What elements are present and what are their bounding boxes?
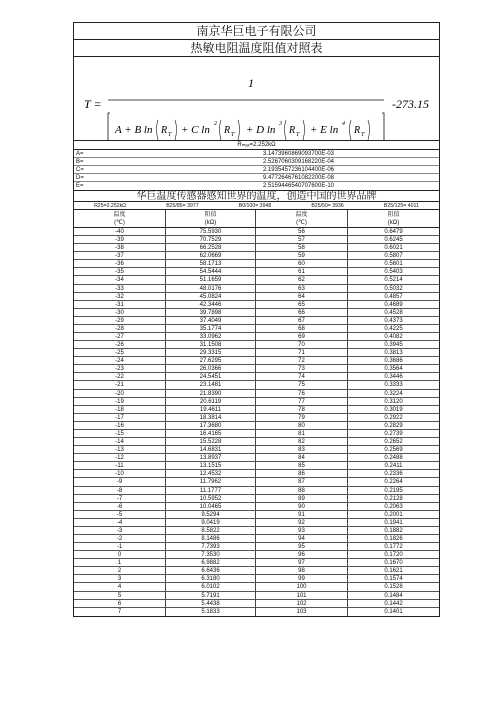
res-left-cell: 21.8390 (166, 390, 256, 397)
res-right-cell: 0.3019 (384, 406, 403, 413)
res-left-cell: 11.7962 (166, 478, 256, 485)
res-right-cell: 0.1574 (384, 576, 403, 583)
res-left-cell: 18.3814 (166, 414, 256, 421)
temp-left-cell: -1 (74, 543, 166, 550)
res-right-cell: 0.2128 (384, 495, 403, 502)
table-title: 热敏电阻温度阻值对照表 (74, 40, 439, 57)
res-left-cell: 45.0824 (166, 293, 256, 300)
formula-graphic (74, 57, 439, 141)
temp-right-cell: 95 (256, 543, 348, 550)
res-left-cell: 51.1659 (166, 276, 256, 283)
res-left-cell: 33.0962 (166, 333, 256, 340)
temp-left-cell: -22 (74, 373, 166, 380)
table-row (74, 503, 439, 511)
table-row (74, 535, 439, 543)
table-row (74, 276, 439, 284)
temp-left-cell: -9 (74, 478, 166, 485)
coefficient-name: E= (76, 183, 84, 189)
res-right-cell: 0.3686 (384, 358, 403, 365)
res-left-cell: 62.0669 (166, 252, 256, 259)
res-left-cell: 66.2528 (166, 244, 256, 251)
company-name: 南京华巨电子有限公司 (74, 23, 439, 40)
temp-right-cell: 68 (256, 325, 348, 332)
temp-left-cell: -24 (74, 357, 166, 364)
temp-left-cell: -33 (74, 285, 166, 292)
temp-left-cell: -25 (74, 349, 166, 356)
coefficient-value: 9.4772646761082200E-08 (262, 175, 335, 181)
res-right-cell: 0.4225 (384, 325, 403, 332)
table-row (74, 293, 439, 301)
resistance-table-sheet (73, 22, 440, 617)
temp-left-cell: -16 (74, 422, 166, 429)
table-row (74, 575, 439, 583)
res-left-cell: 19.4611 (166, 406, 256, 413)
table-row (74, 236, 439, 244)
coefficient-value: 2.1935457236104400E-06 (262, 167, 335, 173)
header-temp-left: 温度 (℃) (74, 210, 166, 227)
temp-right-cell: 57 (256, 236, 348, 243)
table-row (74, 373, 439, 381)
coefficient-name: C= (76, 167, 84, 173)
temp-left-cell: 7 (74, 608, 166, 616)
table-row (74, 333, 439, 341)
temp-right-cell: 97 (256, 559, 348, 566)
steinhart-formula (74, 57, 439, 141)
temp-left-cell: -36 (74, 260, 166, 267)
res-right-cell: 0.3224 (384, 390, 403, 397)
res-left-cell: 6.6436 (166, 567, 256, 574)
res-right-cell: 0.3446 (384, 374, 403, 381)
term-c: + C ln (181, 124, 210, 136)
res-right-cell: 0.1528 (384, 584, 403, 591)
temp-right-cell: 85 (256, 462, 348, 469)
temp-left-cell: -19 (74, 398, 166, 405)
temp-right-cell: 77 (256, 398, 348, 405)
res-right-cell: 0.4082 (384, 334, 403, 341)
res-left-cell: 9.5294 (166, 511, 256, 518)
table-row (74, 559, 439, 567)
temp-left-cell: -40 (74, 228, 166, 235)
temp-right-cell: 71 (256, 349, 348, 356)
res-right-cell: 0.2411 (384, 463, 403, 470)
res-right-cell: 0.2922 (384, 414, 403, 421)
temp-left-cell: -20 (74, 390, 166, 397)
res-left-cell: 14.6831 (166, 446, 256, 453)
res-right-cell: 0.3333 (384, 382, 403, 389)
res-right-cell: 0.2652 (384, 439, 403, 446)
table-row (74, 244, 439, 252)
res-left-cell: 26.0366 (166, 365, 256, 372)
table-row (74, 511, 439, 519)
rt-4: R (354, 125, 361, 136)
res-right-cell: 0.4689 (384, 301, 403, 308)
table-row (74, 478, 439, 486)
formula-offset: -273.15 (392, 97, 429, 111)
res-left-cell: 6.0102 (166, 583, 256, 590)
temp-left-cell: -7 (74, 495, 166, 502)
header-res-left: 阻值 (kΩ) (166, 210, 256, 227)
formula-numerator: 1 (248, 76, 254, 90)
rmax-value: Rₘₐₓ=2.252kΩ (74, 141, 439, 150)
temp-right-cell: 99 (256, 575, 348, 582)
temp-left-cell: -23 (74, 365, 166, 372)
res-right-cell: 0.1720 (384, 552, 403, 559)
res-right-cell: 0.2001 (384, 511, 403, 518)
res-right-cell: 0.2195 (384, 487, 403, 494)
table-row (74, 567, 439, 575)
temp-left-cell: 2 (74, 567, 166, 574)
temp-left-cell: -37 (74, 252, 166, 259)
res-left-cell: 6.3180 (166, 575, 256, 582)
table-row (74, 592, 439, 600)
res-left-cell: 31.1508 (166, 341, 256, 348)
table-row (74, 422, 439, 430)
temp-right-cell: 73 (256, 365, 348, 372)
res-right-cell: 0.2336 (384, 471, 403, 478)
exp-3: 3 (279, 121, 282, 127)
res-left-cell: 5.4438 (166, 600, 256, 607)
res-right-cell: 0.2739 (384, 430, 403, 437)
temp-left-cell: -17 (74, 414, 166, 421)
res-right-cell: 0.1484 (384, 592, 403, 599)
coefficient-name: D= (76, 175, 84, 181)
temp-right-cell: 78 (256, 406, 348, 413)
b25-125-value: B25/125= 4011 (383, 203, 419, 209)
res-right-cell: 0.1621 (384, 568, 403, 575)
res-left-cell: 6.9882 (166, 559, 256, 566)
res-right-cell: 0.1442 (384, 600, 403, 607)
temp-right-cell: 56 (256, 228, 348, 235)
temp-left-cell: 1 (74, 559, 166, 566)
table-row (74, 414, 439, 422)
temp-right-cell: 59 (256, 252, 348, 259)
rt-2: R (224, 125, 231, 136)
table-row (74, 365, 439, 373)
temp-right-cell: 62 (256, 276, 348, 283)
term-a-b: A + B ln (115, 124, 153, 136)
temp-right-cell: 65 (256, 301, 348, 308)
res-left-cell: 13.8937 (166, 454, 256, 461)
temp-left-cell: -35 (74, 268, 166, 275)
res-left-cell: 20.6119 (166, 398, 256, 405)
rt-4-sub: T (361, 132, 365, 138)
table-row (74, 543, 439, 551)
temp-left-cell: 0 (74, 551, 166, 558)
res-left-cell: 29.3315 (166, 349, 256, 356)
temp-left-cell: -8 (74, 487, 166, 494)
temp-right-cell: 80 (256, 422, 348, 429)
rt-2-sub: T (231, 132, 235, 138)
res-left-cell: 16.4165 (166, 430, 256, 437)
res-left-cell: 7.7393 (166, 543, 256, 550)
exp-2: 2 (214, 121, 217, 127)
temp-right-cell: 83 (256, 446, 348, 453)
temp-right-cell: 75 (256, 381, 348, 388)
temp-left-cell: -4 (74, 519, 166, 526)
res-left-cell: 8.1486 (166, 535, 256, 542)
table-row (74, 268, 439, 276)
column-headers (74, 210, 439, 228)
temp-right-cell: 76 (256, 390, 348, 397)
header-res-right: 阻值 (kΩ) (387, 212, 400, 226)
temp-left-cell: -10 (74, 470, 166, 477)
table-row (74, 438, 439, 446)
coefficient-value: 2.5267060309168220E-04 (262, 159, 335, 165)
res-left-cell: 75.5930 (166, 228, 256, 235)
temp-right-cell: 67 (256, 317, 348, 324)
temp-left-cell: -29 (74, 317, 166, 324)
table-row (74, 349, 439, 357)
coefficient-row (74, 174, 439, 182)
table-row (74, 301, 439, 309)
temp-right-cell: 90 (256, 503, 348, 510)
coefficient-value: 3.1473960869093700E-03 (262, 151, 335, 157)
res-left-cell: 5.1833 (166, 608, 256, 616)
temp-right-cell: 63 (256, 285, 348, 292)
res-left-cell: 12.4532 (166, 470, 256, 477)
temp-right-cell: 101 (256, 592, 348, 599)
temp-right-cell: 60 (256, 260, 348, 267)
temp-left-cell: -30 (74, 309, 166, 316)
temp-right-cell: 91 (256, 511, 348, 518)
table-row (74, 357, 439, 365)
table-row (74, 228, 439, 236)
rt-1-sub: T (168, 132, 172, 138)
table-row (74, 600, 439, 608)
table-row (74, 495, 439, 503)
temp-right-cell: 87 (256, 478, 348, 485)
coefficient-value: 2.5159446540707600E-10 (262, 183, 335, 189)
table-row (74, 583, 439, 591)
temp-right-cell: 93 (256, 527, 348, 534)
table-row (74, 470, 439, 478)
res-left-cell: 9.0419 (166, 519, 256, 526)
res-left-cell: 13.1515 (166, 462, 256, 469)
temp-left-cell: -21 (74, 381, 166, 388)
res-right-cell: 0.2829 (384, 422, 403, 429)
rt-3: R (289, 125, 296, 136)
table-row (74, 285, 439, 293)
temp-right-cell: 82 (256, 438, 348, 445)
temp-left-cell: -14 (74, 438, 166, 445)
coefficient-row (74, 182, 439, 190)
coefficient-row (74, 166, 439, 174)
table-row (74, 325, 439, 333)
res-left-cell: 23.1481 (166, 381, 256, 388)
res-left-cell: 15.5228 (166, 438, 256, 445)
temp-right-cell: 66 (256, 309, 348, 316)
res-right-cell: 0.1882 (384, 527, 403, 534)
temp-left-cell: -38 (74, 244, 166, 251)
res-left-cell: 58.1713 (166, 260, 256, 267)
temp-right-cell: 69 (256, 333, 348, 340)
b0-100-value: B0/100= 3948 (238, 203, 272, 209)
res-right-cell: 0.5403 (384, 269, 403, 276)
res-left-cell: 8.5822 (166, 527, 256, 534)
table-row (74, 519, 439, 527)
temp-left-cell: -27 (74, 333, 166, 340)
temp-left-cell: -2 (74, 535, 166, 542)
res-right-cell: 0.6021 (384, 245, 403, 252)
table-row (74, 252, 439, 260)
res-right-cell: 0.1772 (384, 544, 403, 551)
res-right-cell: 0.1826 (384, 535, 403, 542)
res-right-cell: 0.6245 (384, 237, 403, 244)
temp-left-cell: -6 (74, 503, 166, 510)
temp-left-cell: -34 (74, 276, 166, 283)
coefficient-row (74, 150, 439, 158)
res-left-cell: 10.0465 (166, 503, 256, 510)
res-right-cell: 0.1670 (384, 560, 403, 567)
temp-left-cell: -28 (74, 325, 166, 332)
temp-right-cell: 72 (256, 357, 348, 364)
temp-right-cell: 61 (256, 268, 348, 275)
temp-left-cell: -18 (74, 406, 166, 413)
res-right-cell: 0.5032 (384, 285, 403, 292)
res-left-cell: 54.5444 (166, 268, 256, 275)
table-row (74, 527, 439, 535)
res-left-cell: 48.0176 (166, 285, 256, 292)
temp-right-cell: 94 (256, 535, 348, 542)
formula-lhs: T = (84, 97, 102, 111)
res-right-cell: 0.2264 (384, 479, 403, 486)
exp-4: 4 (342, 121, 345, 127)
res-right-cell: 0.3564 (384, 366, 403, 373)
rt-3-sub: T (296, 132, 300, 138)
res-right-cell: 0.3120 (384, 398, 403, 405)
r25-value: R25=2.252kΩ (94, 203, 127, 209)
coefficient-row (74, 158, 439, 166)
temp-left-cell: -15 (74, 430, 166, 437)
temp-left-cell: -11 (74, 462, 166, 469)
beta-values (74, 202, 439, 210)
temp-right-cell: 92 (256, 519, 348, 526)
res-left-cell: 27.6295 (166, 357, 256, 364)
res-left-cell: 39.7898 (166, 309, 256, 316)
res-right-cell: 0.4857 (384, 293, 403, 300)
coefficient-list (74, 150, 439, 190)
res-left-cell: 42.3446 (166, 301, 256, 308)
temp-right-cell: 103 (256, 608, 348, 616)
header-temp-right: 温度 (℃) (256, 210, 348, 227)
table-row (74, 260, 439, 268)
rt-1: R (161, 125, 168, 136)
table-row (74, 406, 439, 414)
temp-left-cell: 4 (74, 583, 166, 590)
table-row (74, 487, 439, 495)
res-right-cell: 0.5807 (384, 253, 403, 260)
temp-left-cell: -5 (74, 511, 166, 518)
res-left-cell: 11.1777 (166, 487, 256, 494)
temp-right-cell: 81 (256, 430, 348, 437)
res-right-cell: 0.3945 (384, 342, 403, 349)
res-left-cell: 5.7191 (166, 592, 256, 599)
b25-50-value: B25/50= 3936 (311, 203, 344, 209)
res-left-cell: 7.3530 (166, 551, 256, 558)
table-row (74, 551, 439, 559)
table-row (74, 390, 439, 398)
temp-left-cell: 6 (74, 600, 166, 607)
table-row (74, 381, 439, 389)
coefficient-name: B= (76, 159, 84, 165)
table-row (74, 462, 439, 470)
temp-left-cell: -39 (74, 236, 166, 243)
temp-right-cell: 96 (256, 551, 348, 558)
res-left-cell: 70.7529 (166, 236, 256, 243)
term-e: + E ln (310, 124, 339, 136)
temp-right-cell: 89 (256, 495, 348, 502)
temp-right-cell: 102 (256, 600, 348, 607)
b25-85-value: B25/85= 3977 (166, 203, 199, 209)
res-right-cell: 0.1941 (384, 519, 403, 526)
res-right-cell: 0.2488 (384, 455, 403, 462)
table-row (74, 454, 439, 462)
temp-right-cell: 58 (256, 244, 348, 251)
temp-left-cell: -26 (74, 341, 166, 348)
res-right-cell: 0.1401 (384, 608, 403, 615)
term-d: + D ln (246, 124, 276, 136)
temp-right-cell: 79 (256, 414, 348, 421)
temp-left-cell: -32 (74, 293, 166, 300)
res-left-cell: 37.4049 (166, 317, 256, 324)
res-right-cell: 0.4528 (384, 309, 403, 316)
temp-right-cell: 74 (256, 373, 348, 380)
table-row (74, 398, 439, 406)
table-row (74, 309, 439, 317)
temp-left-cell: -12 (74, 454, 166, 461)
temp-left-cell: 5 (74, 592, 166, 599)
temp-right-cell: 84 (256, 454, 348, 461)
temp-left-cell: -31 (74, 301, 166, 308)
temp-right-cell: 70 (256, 341, 348, 348)
res-right-cell: 0.5601 (384, 261, 403, 268)
temp-left-cell: -3 (74, 527, 166, 534)
temp-right-cell: 86 (256, 470, 348, 477)
temp-right-cell: 100 (256, 583, 348, 590)
coefficient-name: A= (76, 151, 84, 157)
table-row (74, 446, 439, 454)
res-left-cell: 17.3680 (166, 422, 256, 429)
table-row (74, 608, 439, 616)
temp-right-cell: 88 (256, 487, 348, 494)
res-right-cell: 0.2063 (384, 503, 403, 510)
table-row (74, 317, 439, 325)
table-row (74, 430, 439, 438)
temp-right-cell: 98 (256, 567, 348, 574)
res-right-cell: 0.6479 (384, 229, 403, 235)
temp-right-cell: 64 (256, 293, 348, 300)
table-row (74, 341, 439, 349)
res-right-cell: 0.2569 (384, 447, 403, 454)
res-right-cell: 0.3813 (384, 350, 403, 357)
res-right-cell: 0.4373 (384, 317, 403, 324)
temp-left-cell: -13 (74, 446, 166, 453)
res-left-cell: 35.1774 (166, 325, 256, 332)
temp-left-cell: 3 (74, 575, 166, 582)
res-left-cell: 24.5451 (166, 373, 256, 380)
res-left-cell: 10.5952 (166, 495, 256, 502)
res-right-cell: 0.5214 (384, 277, 403, 284)
slogan: 华巨温度传感器感知世界的温度，创造中国的世界品牌 (74, 190, 439, 202)
resistance-table-body (74, 228, 439, 616)
